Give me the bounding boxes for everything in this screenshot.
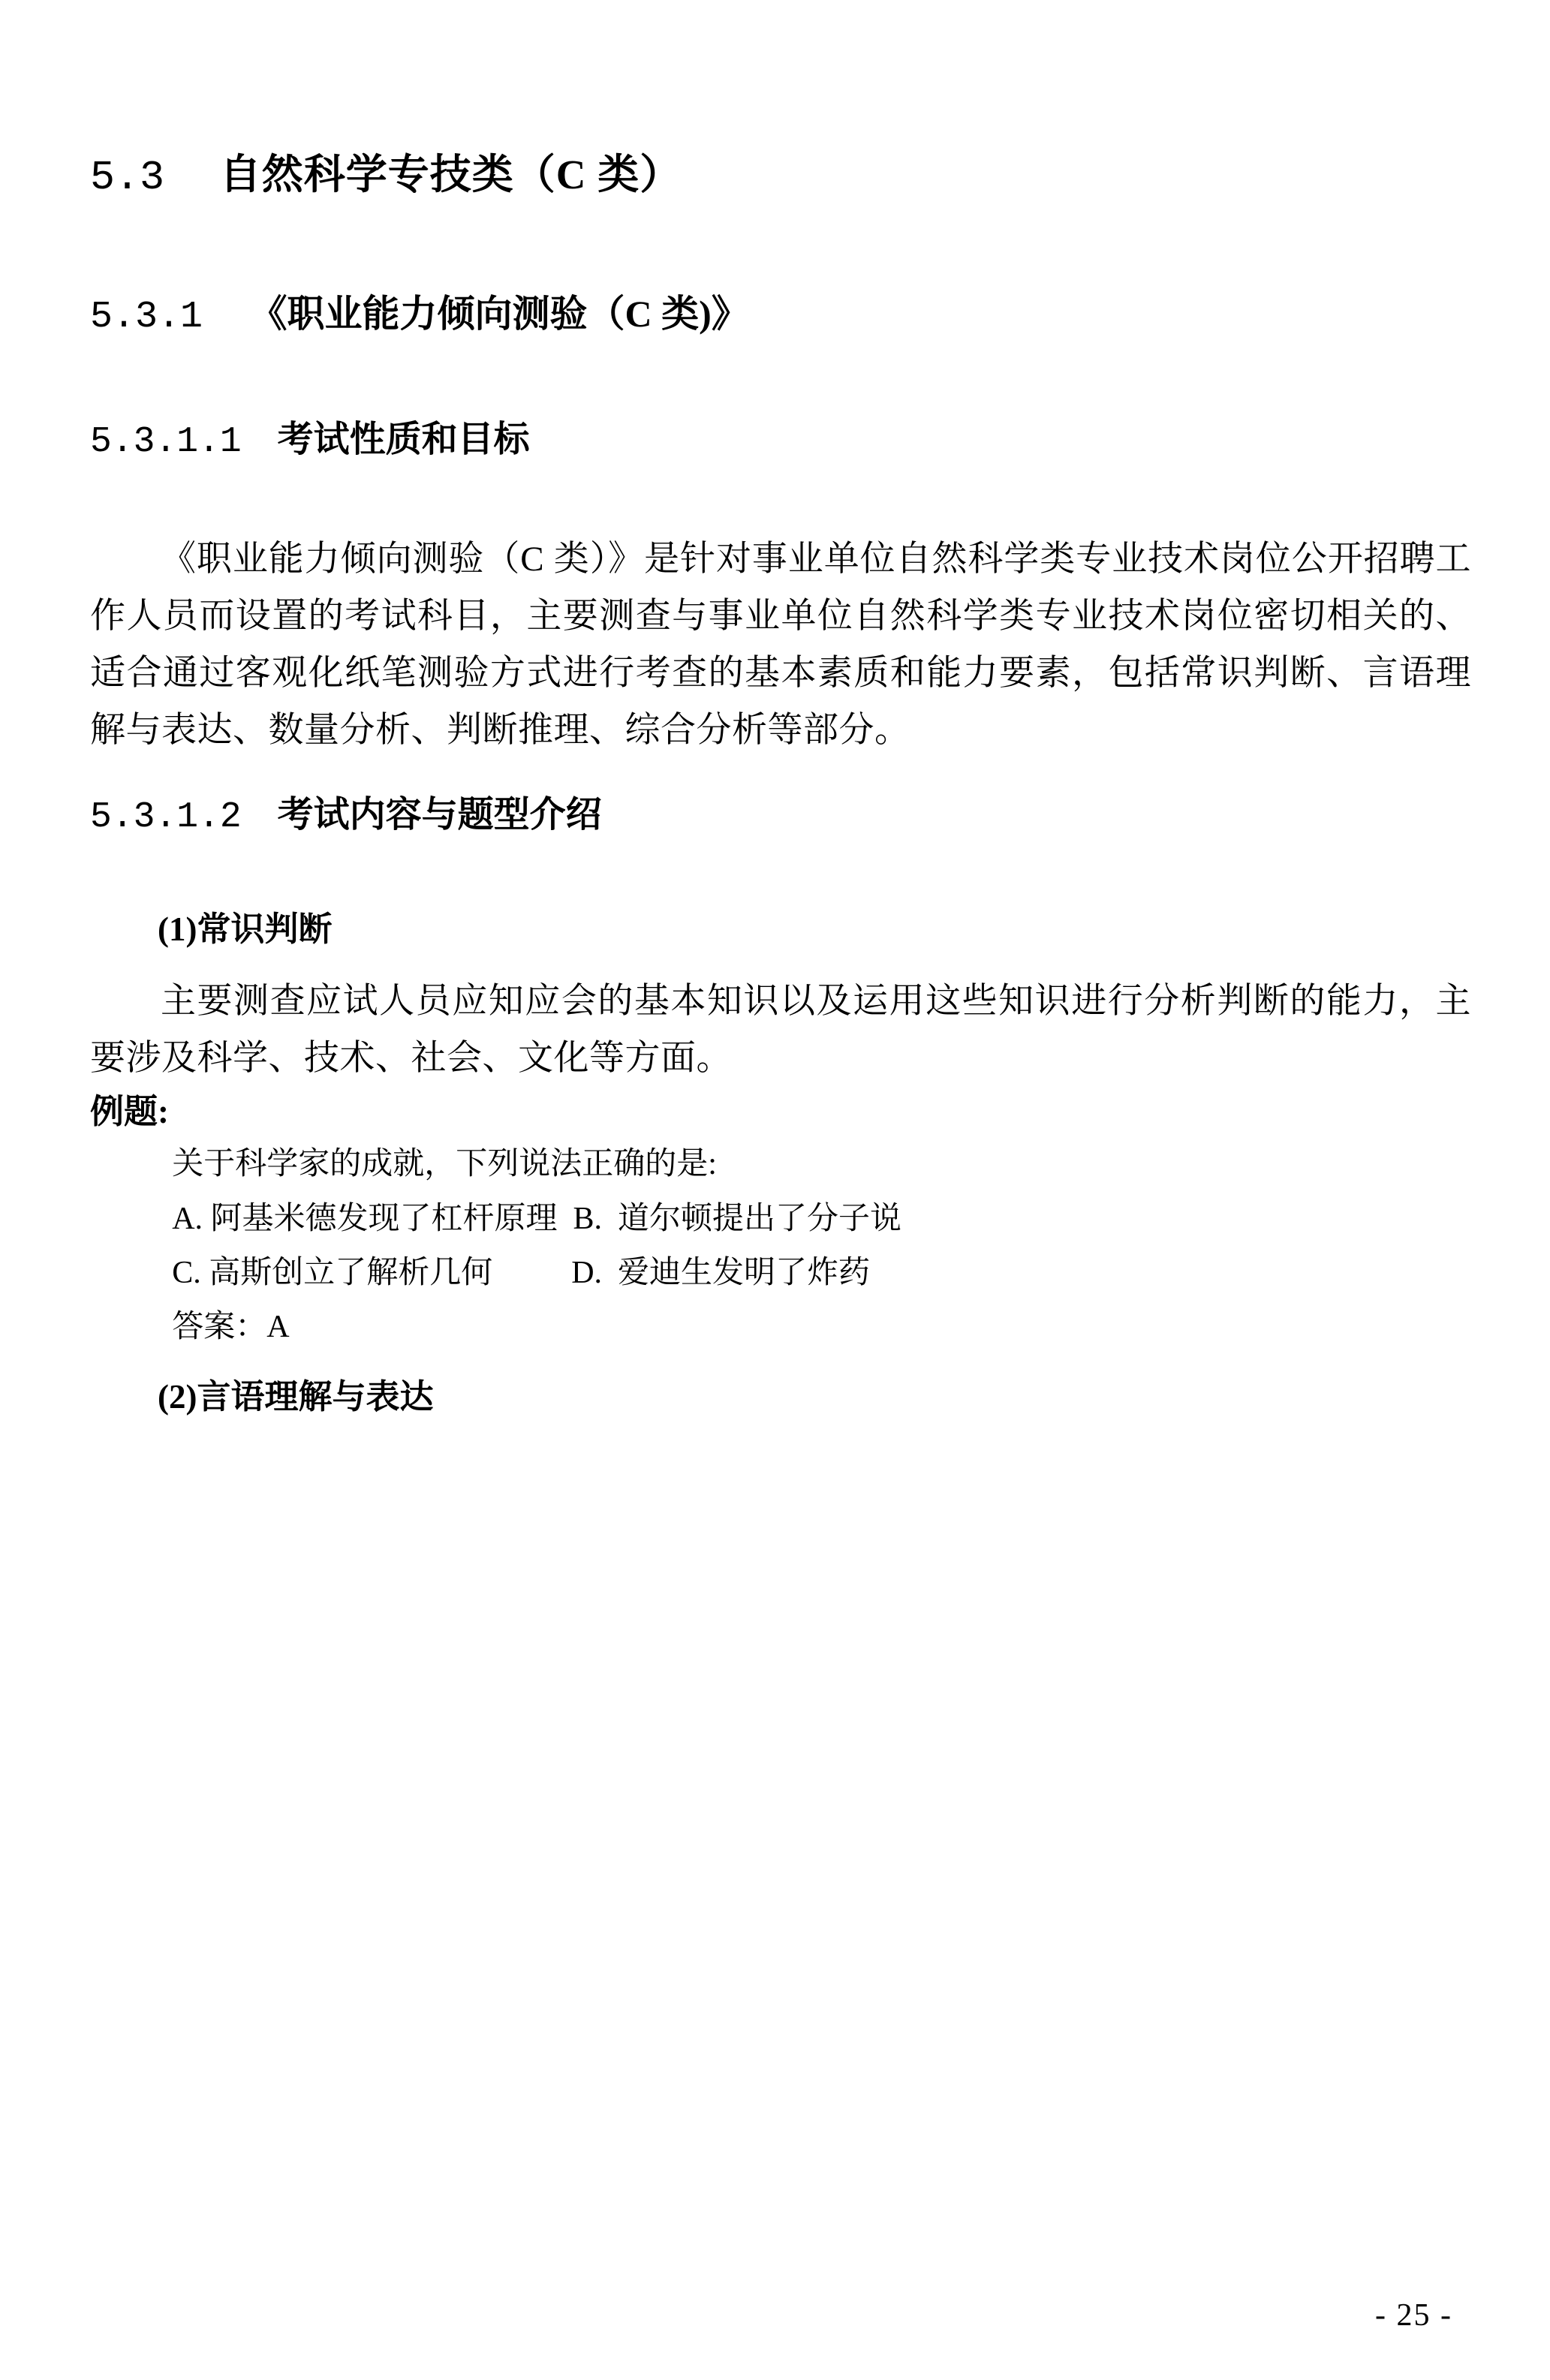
heading-5-3-1-number: 5.3.1 bbox=[90, 296, 203, 338]
spacer bbox=[90, 1354, 1471, 1374]
spacer bbox=[90, 840, 1471, 906]
example-label: 例题: bbox=[90, 1092, 169, 1130]
example-block bbox=[90, 1137, 1471, 1354]
example-options-row-2: C. 高斯创立了解析几何 D. 爱迪生发明了炸药 bbox=[172, 1255, 871, 1290]
heading-5-3 bbox=[90, 150, 1471, 203]
heading-5-3-1-title: 《职业能力倾向测验（C 类)》 bbox=[249, 293, 749, 335]
subheading-common-sense: (1)常识判断 bbox=[158, 910, 333, 948]
document-body bbox=[90, 150, 1471, 1421]
heading-5-3-1-2 bbox=[90, 793, 1471, 840]
heading-5-3-1 bbox=[90, 291, 1471, 340]
spacer bbox=[90, 203, 1471, 291]
spacer bbox=[90, 953, 1471, 973]
heading-5-3-number: 5.3 bbox=[90, 154, 165, 201]
heading-5-3-1-2-number: 5.3.1.2 bbox=[90, 797, 242, 838]
spacer bbox=[90, 340, 1471, 418]
subheading-verbal-comprehension: (2)言语理解与表达 bbox=[158, 1378, 434, 1416]
paragraph-exam-nature: 《职业能力倾向测验（C 类）》是针对事业单位自然科学类专业技术岗位公开招聘工作人员而设置的考试科目，主要测查与事业单位自然科学类专业技术岗位密切相关的、适合通过客观化纸笔测验方式进行考查的基本素质和能力要素，包括常识判断、言语理解与表达、数量分析、判断推理、综合分析等部分。 bbox=[90, 539, 1471, 750]
paragraph-common-sense: 主要测查应试人员应知应会的基本知识以及运用这些知识进行分析判断的能力，主要涉及科学、技术、社会、文化等方面。 bbox=[90, 981, 1471, 1078]
page-number: - 25 - bbox=[1375, 2298, 1452, 2333]
example-answer: 答案：A bbox=[172, 1310, 290, 1345]
example-options-row-1: A. 阿基米德发现了杠杆原理 B. 道尔顿提出了分子说 bbox=[172, 1201, 902, 1236]
heading-5-3-title: 自然科学专技类（C 类） bbox=[219, 152, 682, 197]
heading-5-3-1-1-number: 5.3.1.1 bbox=[90, 422, 242, 462]
heading-5-3-1-2-title: 考试内容与题型介绍 bbox=[277, 795, 602, 835]
spacer bbox=[90, 465, 1471, 531]
example-stem: 关于科学家的成就，下列说法正确的是: bbox=[172, 1147, 717, 1182]
heading-5-3-1-1 bbox=[90, 418, 1471, 465]
heading-5-3-1-1-title: 考试性质和目标 bbox=[277, 420, 530, 459]
spacer bbox=[90, 759, 1471, 793]
